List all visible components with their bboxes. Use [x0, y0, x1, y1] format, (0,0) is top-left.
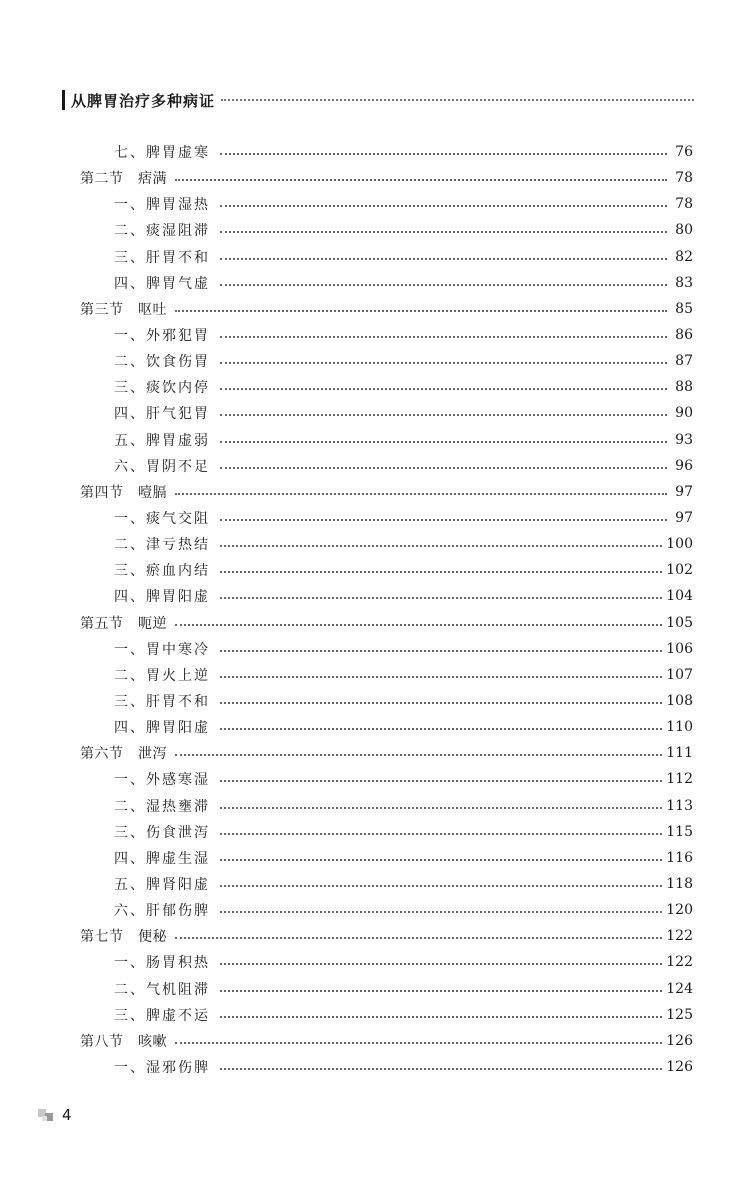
toc-entry-title: 四、脾胃阳虚	[114, 589, 210, 606]
toc-entry-row[interactable]	[80, 531, 693, 557]
toc-page-number: 78	[675, 196, 693, 213]
toc-page-number: 115	[666, 823, 693, 840]
toc-page-number: 87	[675, 353, 693, 370]
toc-dot-leader	[175, 937, 662, 939]
toc-entry-title: 第二节 痞满	[80, 171, 167, 188]
toc-entry-title: 第七节 便秘	[80, 929, 167, 946]
toc-entry-row[interactable]	[80, 557, 693, 583]
toc-entry-title: 一、脾胃湿热	[114, 197, 210, 214]
toc-dot-leader	[220, 441, 667, 443]
toc-entry-title: 第八节 咳嗽	[80, 1033, 167, 1050]
footer-decoration	[38, 1107, 56, 1123]
toc-entry-row[interactable]	[80, 897, 693, 923]
toc-dot-leader	[220, 807, 662, 809]
toc-entry-title: 四、肝气犯胃	[114, 406, 210, 423]
toc-dot-leader	[220, 676, 662, 678]
toc-entry-row[interactable]	[80, 322, 693, 348]
toc-page-number: 118	[666, 876, 693, 892]
toc-entry-row[interactable]	[80, 505, 693, 531]
toc-entry-row[interactable]	[80, 348, 693, 374]
toc-entry-title: 一、湿邪伤脾	[114, 1059, 210, 1076]
toc-page-number: 100	[666, 536, 693, 553]
toc-dot-leader	[220, 833, 662, 835]
page-footer	[38, 1105, 72, 1125]
toc-page-number: 124	[666, 980, 693, 997]
toc-dot-leader	[220, 467, 667, 469]
toc-dot-leader	[220, 650, 662, 652]
book-title: 从脾胃治疗多种病证	[71, 91, 216, 110]
toc-page-number: 104	[666, 588, 693, 605]
toc-dot-leader	[220, 545, 662, 547]
toc-page-number: 116	[666, 849, 693, 866]
toc-entry-title: 四、脾胃阳虚	[114, 720, 210, 737]
toc-dot-leader	[220, 153, 667, 155]
toc-dot-leader	[175, 310, 667, 312]
toc-entry-title: 三、痰饮内停	[114, 380, 210, 397]
toc-page-number: 96	[675, 457, 693, 474]
toc-entry-title: 三、伤食泄泻	[114, 824, 210, 841]
toc-section-row[interactable]	[80, 1028, 693, 1054]
toc-entry-title: 一、外邪犯胃	[114, 328, 210, 345]
toc-dot-leader	[175, 624, 662, 626]
toc-dot-leader	[220, 414, 667, 416]
toc-entry-title: 第六节 泄泻	[80, 746, 167, 763]
toc-dot-leader	[220, 990, 662, 992]
toc-dot-leader	[220, 780, 662, 782]
toc-page-number: 85	[675, 300, 693, 317]
toc-page-number: 112	[666, 771, 693, 788]
toc-entry-row[interactable]	[80, 819, 693, 845]
toc-section-row[interactable]	[80, 740, 693, 766]
toc-page-number: 97	[675, 483, 693, 500]
header-dotted-rule	[221, 99, 694, 101]
toc-dot-leader	[175, 754, 662, 756]
toc-page-number: 120	[666, 902, 693, 919]
toc-page-number: 108	[666, 693, 693, 710]
toc-page-number: 82	[675, 248, 693, 265]
toc-dot-leader	[220, 205, 667, 207]
toc-dot-leader	[175, 493, 667, 495]
toc-entry-title: 一、胃中寒冷	[114, 641, 210, 658]
toc-page-number: 90	[675, 405, 693, 422]
toc-page-number: 107	[666, 666, 693, 683]
toc-dot-leader	[220, 284, 667, 286]
toc-dot-leader	[220, 911, 662, 913]
toc-section-row[interactable]	[80, 296, 693, 322]
toc-entry-row[interactable]	[80, 244, 693, 270]
toc-entry-title: 四、脾虚生湿	[114, 850, 210, 867]
toc-entry-row[interactable]	[80, 662, 693, 688]
toc-page-number: 126	[666, 1058, 693, 1075]
running-header	[62, 88, 694, 112]
toc-entry-row[interactable]	[80, 766, 693, 792]
toc-entry-title: 三、肝胃不和	[114, 249, 210, 266]
toc-entry-row[interactable]	[80, 714, 693, 740]
toc-entry-row[interactable]	[80, 793, 693, 819]
toc-entry-row[interactable]	[80, 139, 693, 165]
toc-entry-title: 六、肝郁伤脾	[114, 903, 210, 920]
toc-page-number: 105	[666, 614, 693, 631]
toc-dot-leader	[220, 885, 662, 887]
toc-entry-title: 七、脾胃虚寒	[114, 145, 210, 162]
toc-entry-row[interactable]	[80, 636, 693, 662]
toc-entry-row[interactable]	[80, 453, 693, 479]
toc-page-number: 78	[675, 170, 693, 187]
toc-dot-leader	[220, 571, 662, 573]
toc-entry-title: 四、脾胃气虚	[114, 275, 210, 292]
toc-entry-title: 一、肠胃积热	[114, 955, 210, 972]
toc-section-row[interactable]	[80, 479, 693, 505]
toc-entry-title: 三、瘀血内结	[114, 563, 210, 580]
toc-entry-row[interactable]	[80, 845, 693, 871]
toc-entry-title: 二、痰湿阻滞	[114, 223, 210, 240]
toc-entry-row[interactable]	[80, 583, 693, 609]
toc-entry-title: 一、外感寒湿	[114, 772, 210, 789]
toc-dot-leader	[220, 597, 662, 599]
toc-entry-row[interactable]	[80, 976, 693, 1002]
toc-page-number: 97	[675, 510, 693, 527]
toc-entry-title: 二、胃火上逆	[114, 667, 210, 684]
toc-dot-leader	[175, 1042, 662, 1044]
toc-entry-row[interactable]	[80, 191, 693, 217]
toc-section-row[interactable]	[80, 610, 693, 636]
toc-page-number: 83	[675, 274, 693, 291]
toc-entry-row[interactable]	[80, 427, 693, 453]
toc-page-number: 125	[666, 1006, 693, 1023]
toc-page-number: 111	[666, 745, 693, 762]
toc-entry-title: 三、肝胃不和	[114, 694, 210, 711]
toc-page-number: 110	[666, 719, 693, 736]
toc-dot-leader	[220, 231, 667, 233]
toc-dot-leader	[220, 1068, 662, 1070]
toc-entry-row[interactable]	[80, 1002, 693, 1028]
toc-entry-title: 五、脾胃虚弱	[114, 432, 210, 449]
toc-entry-row[interactable]	[80, 949, 693, 975]
toc-entry-title: 二、饮食伤胃	[114, 354, 210, 371]
toc-section-row[interactable]	[80, 923, 693, 949]
page-number: 4	[62, 1106, 72, 1124]
toc-entry-row[interactable]	[80, 871, 693, 897]
toc-entry-row[interactable]	[80, 374, 693, 400]
toc-page-number: 93	[675, 431, 693, 448]
toc-entry-title: 第三节 呕吐	[80, 301, 167, 318]
toc-page-number: 80	[675, 222, 693, 239]
toc-section-row[interactable]	[80, 165, 693, 191]
toc-dot-leader	[220, 519, 667, 521]
toc-dot-leader	[220, 362, 667, 364]
toc-page-number: 113	[666, 797, 693, 814]
toc-dot-leader	[220, 728, 662, 730]
toc-page-number: 122	[666, 954, 693, 971]
toc-entry-title: 二、气机阻滞	[114, 981, 210, 998]
toc-entry-title: 第五节 呃逆	[80, 615, 167, 632]
toc-entry-title: 二、湿热壅滞	[114, 798, 210, 815]
toc-entry-title: 三、脾虚不运	[114, 1007, 210, 1024]
toc-page-number: 86	[675, 327, 693, 344]
toc-dot-leader	[220, 963, 662, 965]
toc-entry-title: 一、痰气交阻	[114, 511, 210, 528]
toc-entry-row[interactable]	[80, 217, 693, 243]
toc-dot-leader	[220, 702, 662, 704]
toc-page-number: 122	[666, 928, 693, 945]
toc-entry-title: 二、津亏热结	[114, 537, 210, 554]
table-of-contents	[80, 139, 693, 1080]
toc-dot-leader	[220, 388, 667, 390]
toc-entry-title: 五、脾肾阳虚	[114, 877, 210, 893]
toc-dot-leader	[220, 336, 667, 338]
toc-page-number: 106	[666, 640, 693, 657]
toc-entry-row[interactable]	[80, 270, 693, 296]
toc-dot-leader	[175, 179, 667, 181]
toc-entry-row[interactable]	[80, 400, 693, 426]
toc-page-number: 76	[675, 144, 693, 161]
toc-entry-title: 第四节 噎膈	[80, 484, 167, 501]
toc-entry-title: 六、胃阴不足	[114, 458, 210, 475]
toc-page-number: 88	[675, 379, 693, 396]
toc-entry-row[interactable]	[80, 1054, 693, 1080]
toc-dot-leader	[220, 859, 662, 861]
toc-entry-row[interactable]	[80, 688, 693, 714]
toc-page-number: 102	[666, 562, 693, 579]
header-bar	[62, 90, 65, 110]
toc-dot-leader	[220, 1016, 662, 1018]
toc-dot-leader	[220, 258, 667, 260]
toc-page-number: 126	[666, 1032, 693, 1049]
